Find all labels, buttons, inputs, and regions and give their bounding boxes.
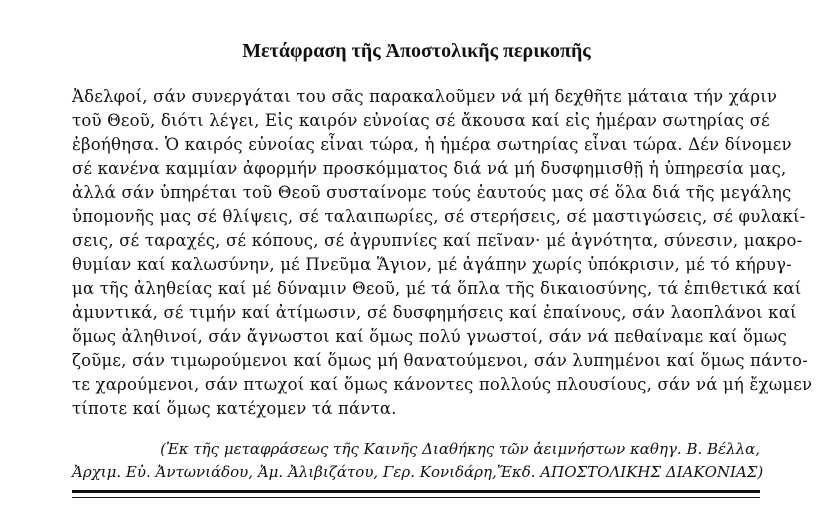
text-line: ζοῦμε, σάν τιμωρούμενοι καί ὅμως μή θανατούμενοι, σάν λυπημένοι καί ὅμως πάντο- xyxy=(72,351,808,370)
text-line: ὑπομονῆς μας σέ θλίψεις, σέ ταλαιπωρίες, σέ στερήσεις, σέ μαστιγώσεις, σέ φυλακί- xyxy=(72,207,806,226)
text-line: Ἀδελφοί, σάν συνεργάται του σᾶς παρακαλοῦμεν νά μή δεχθῆτε μάταια τήν χάριν xyxy=(72,87,778,106)
text-line: σεις, σέ ταραχές, σέ κόπους, σέ ἀγρυπνίες καί πεῖναν· μέ ἁγνότητα, σύνεσιν, μακρο- xyxy=(72,231,803,250)
text-line: ἀλλά σάν ὑπηρέται τοῦ Θεοῦ συσταίνομε τούς ἑαυτούς μας σέ ὅλα διά τῆς μεγάλης xyxy=(72,183,792,202)
body-text xyxy=(72,85,813,421)
bottom-rule-thick xyxy=(72,490,760,493)
citation xyxy=(72,438,764,484)
text-line: μα τῆς ἀληθείας καί μέ δύναμιν Θεοῦ, μέ τά ὅπλα τῆς δικαιοσύνης, τά ἐπιθετικά καί xyxy=(72,279,802,298)
text-line: τοῦ Θεοῦ, διότι λέγει, Εἰς καιρόν εὐνοίας σέ ἄκουσα καί εἰς ἡμέραν σωτηρίας σέ xyxy=(72,111,770,130)
document-title: Μετάφραση τῆς Ἀποστολικῆς περικοπῆς xyxy=(242,40,591,62)
bottom-rule-thin xyxy=(72,497,760,498)
citation-line: (Ἐκ τῆς μεταφράσεως τῆς Καινῆς Διαθήκης τῶν ἀειμνήστων καθηγ. Β. Βέλλα, xyxy=(160,440,760,458)
text-line: σέ κανένα καμμίαν ἀφορμήν προσκόμματος διά νά μή δυσφημισθῇ ἡ ὑπηρεσία μας, xyxy=(72,159,787,178)
text-line: θυμίαν καί καλωσύνην, μέ Πνεῦμα Ἅγιον, μέ ἀγάπην χωρίς ὑπόκρισιν, μέ τό κήρυγ- xyxy=(72,255,792,274)
text-line: ἐβοήθησα. Ὁ καιρός εὐνοίας εἶναι τώρα, ἡ ἡμέρα σωτηρίας εἶναι τώρα. Δέν δίνομεν xyxy=(72,135,792,154)
citation-line: Ἀρχιμ. Εὐ. Ἀντωνιάδου, Ἀμ. Ἀλιβιζάτου, Γερ. Κονιδάρη,Ἔκδ. ΑΠΟΣΤΟΛΙΚΗΣ ΔΙΑΚΟΝΙΑΣ) xyxy=(72,463,764,481)
text-line: τίποτε καί ὅμως κατέχομεν τά πάντα. xyxy=(72,399,397,418)
text-line: τε χαρούμενοι, σάν πτωχοί καί ὅμως κάνοντες πολλούς πλουσίους, σάν νά μή ἔχωμεν xyxy=(72,375,813,394)
text-line: ὅμως ἀληθινοί, σάν ἄγνωστοι καί ὅμως πολύ γνωστοί, σάν νά πεθαίναμε καί ὅμως xyxy=(72,327,787,346)
text-line: ἀμυντικά, σέ τιμήν καί ἀτίμωσιν, σέ δυσφημήσεις καί ἐπαίνους, σάν λαοπλάνοι καί xyxy=(72,303,797,322)
